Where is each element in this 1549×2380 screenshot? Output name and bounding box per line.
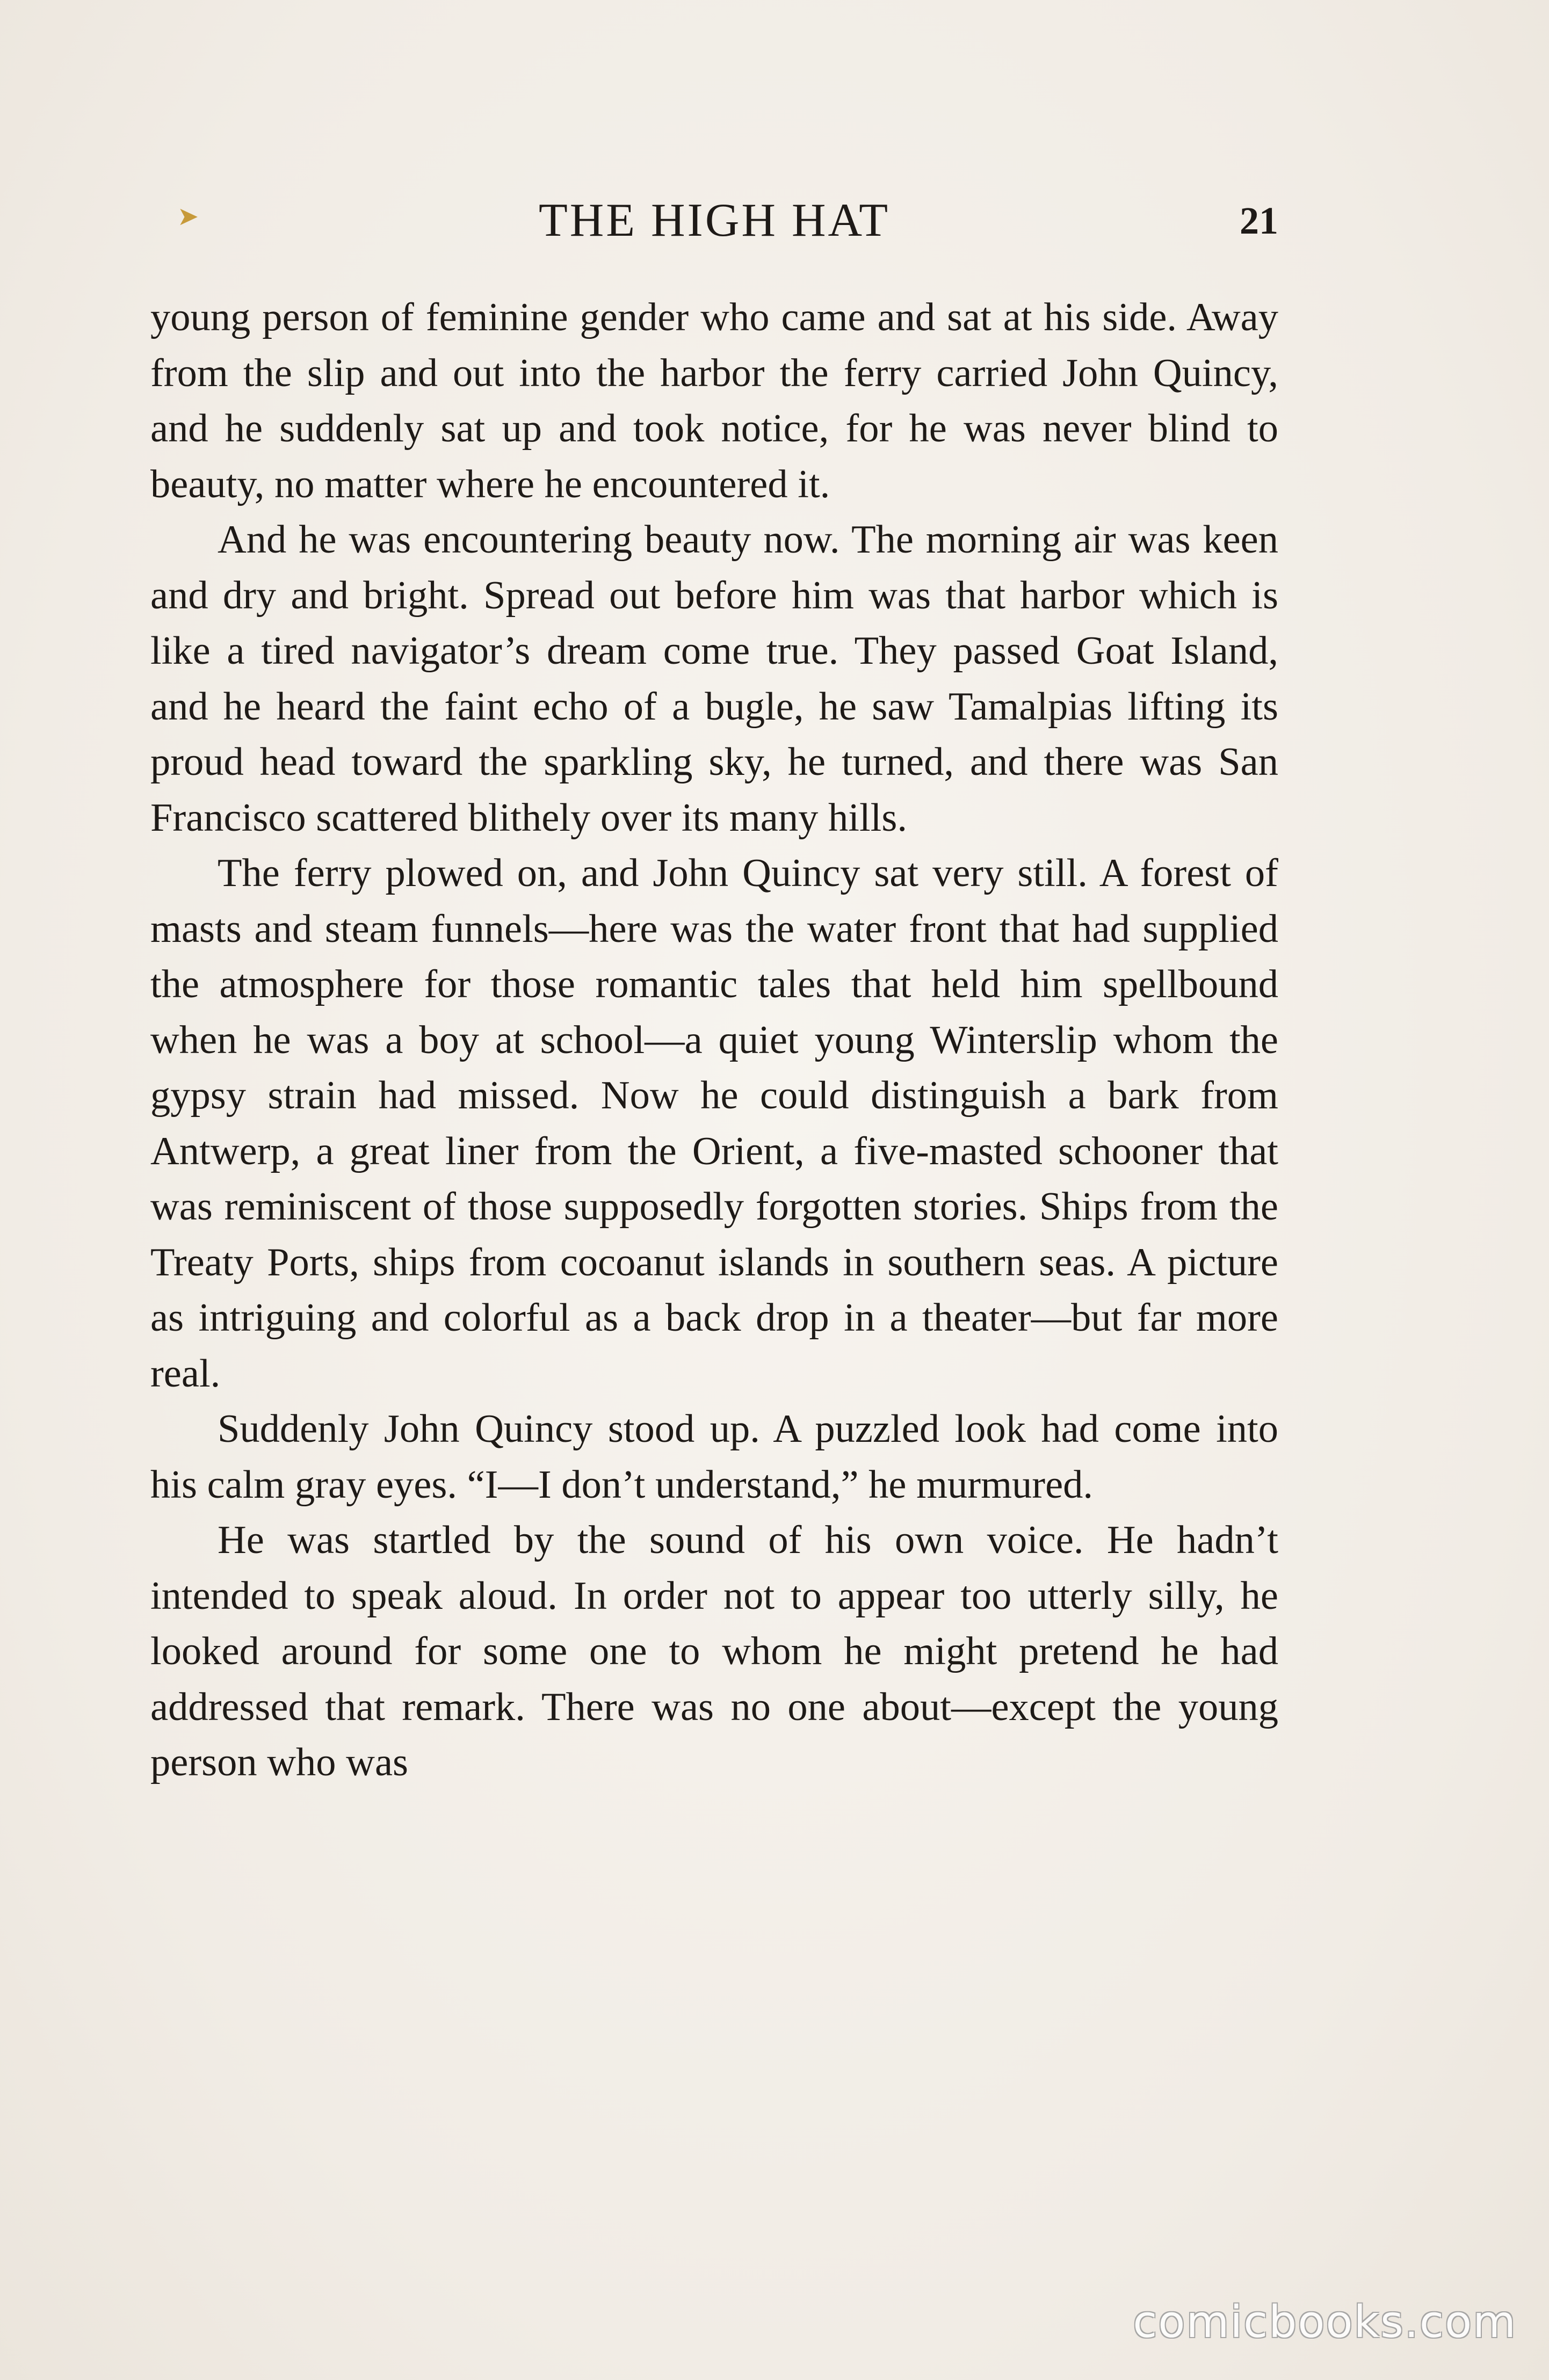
page-number: 21 [1240,199,1278,242]
body-text [150,290,1278,1791]
page-header [150,193,1278,258]
paragraph: And he was encountering beauty now. The morning air was keen and dry and bright. Spread out before him was that harbor which is like a tired navigator’s dream come true. They passed Goat Island, and he heard the faint echo of a bugle, he saw Tamalpias lifting its proud head toward the sparkling sky, he turned, and there was San Francisco scattered blithely over its many hills. [150,518,1278,840]
paragraph: Suddenly John Quincy stood up. A puzzled look had come into his calm gray eyes. “I—I don’t understand,” he murmured. [150,1407,1278,1507]
running-title: THE HIGH HAT [538,194,891,246]
paragraph: He was startled by the sound of his own voice. He hadn’t intended to speak aloud. In order not to appear too utterly silly, he looked around for some one to whom he might pretend he had addressed that remark. There was no one about—except the young person who was [150,1518,1278,1784]
watermark: comicbooks.com [1133,2297,1517,2348]
paragraph: The ferry plowed on, and John Quincy sat very still. A forest of masts and steam funnels—here was the water front that had supplied the atmosphere for those romantic tales that held him spellbound when he was a boy at school—a quiet young Winterslip whom the gypsy strain had missed. Now he could distinguish a bark from Antwerp, a great liner from the Orient, a five-masted schooner that was reminiscent of those supposedly forgotten stories. Ships from the Treaty Ports, ships from cocoanut islands in southern seas. A picture as intriguing and colorful as a back drop in a theater—but far more real. [150,851,1278,1396]
ink-mark-icon: ➤ [177,202,199,231]
paragraph: young person of feminine gender who came and sat at his side. Away from the slip and out into the harbor the ferry carried John Quincy, and he suddenly sat up and took notice, for he was never blind to beauty, no matter where he encountered it. [150,295,1278,506]
